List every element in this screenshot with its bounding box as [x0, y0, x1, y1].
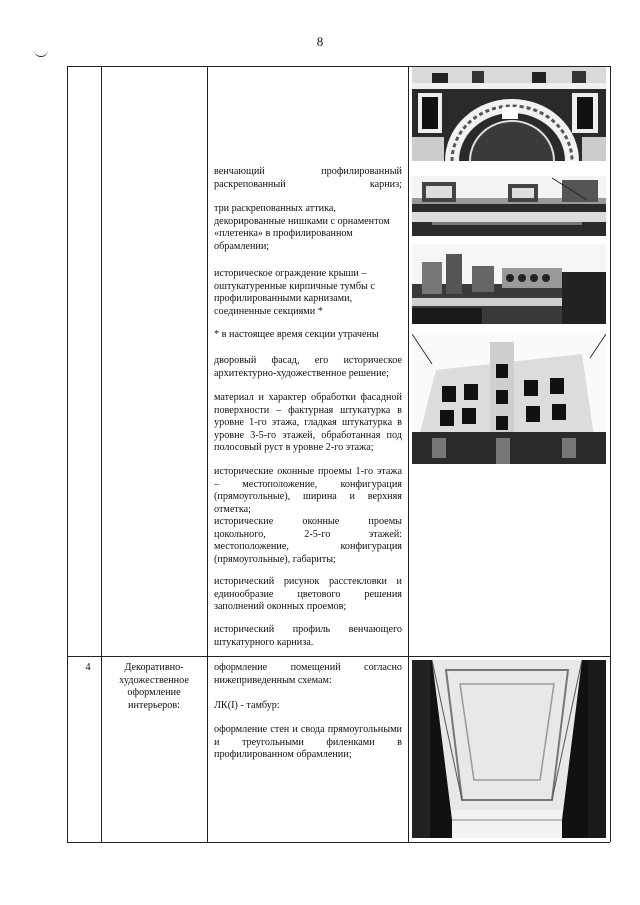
- facade-arch-photo: [412, 67, 606, 161]
- column-divider-2: [207, 66, 208, 842]
- roof-attic-photo: [412, 176, 606, 236]
- column-divider-1: [101, 66, 102, 842]
- text-footnote: * в настоящее время секции утрачены: [214, 329, 379, 340]
- text-roof-fence: историческое ограждение крыши – оштукатуренные кирпичные тумбы с профилированными карнизами, соединенные секциями *: [214, 268, 375, 317]
- interior-vault-photo: [412, 660, 606, 838]
- text-windows-first-floor: исторические оконные проемы 1-го этажа – местоположение, конфигурация (прямоугольные), ширина и верхняя отметка;: [214, 466, 402, 515]
- table-border-right: [610, 66, 611, 842]
- text-courtyard-facade: дворовый фасад, его историческое архитектурно-художественное решение;: [214, 355, 402, 379]
- text-vestibule: ЛК(I) - тамбур:: [214, 700, 280, 711]
- row-number: 4: [85, 662, 91, 673]
- margin-mark: [34, 48, 48, 57]
- column-divider-3: [408, 66, 409, 842]
- table-border-bottom: [67, 842, 610, 843]
- text-facade-material: материал и характер обработки фасадной поверхности – фактурная штукатурка в уровне 1-го этажа, гладкая штукатурка в уровне 3-5-го этажей, обработанная под полосовый руст в уровне 2-го этажа;: [214, 392, 402, 454]
- courtyard-facade-photo: [412, 334, 606, 464]
- roof-fence-photo: [412, 244, 606, 324]
- text-windows-upper-floors: исторические оконные проемы цокольного, 2-5-го этажей: местоположение, конфигурация (прямоугольные), габариты;: [214, 516, 402, 565]
- text-interiors-intro: оформление помещений согласно нижеприведенным схемам:: [214, 662, 402, 686]
- text-crowning-cornice: исторический профиль венчающего штукатурного карниза.: [214, 624, 402, 648]
- text-cornice: венчающий профилированный раскрепованный карниз;: [214, 166, 402, 190]
- text-attics: три раскрепованных аттика, декорированные нишками с орнаментом «плетенка» в профилированном обрамлении;: [214, 203, 390, 252]
- row-divider: [67, 656, 610, 657]
- section-title: Декоративно-художественное оформление интерьеров:: [119, 662, 189, 711]
- table-border-left: [67, 66, 68, 842]
- page-number: 8: [316, 34, 324, 49]
- text-wall-panels: оформление стен и свода прямоугольными и треугольными филенками в профилированном обрамлении;: [214, 724, 402, 761]
- text-glazing: исторический рисунок расстекловки и единообразие цветового решения заполнений оконных проемов;: [214, 576, 402, 613]
